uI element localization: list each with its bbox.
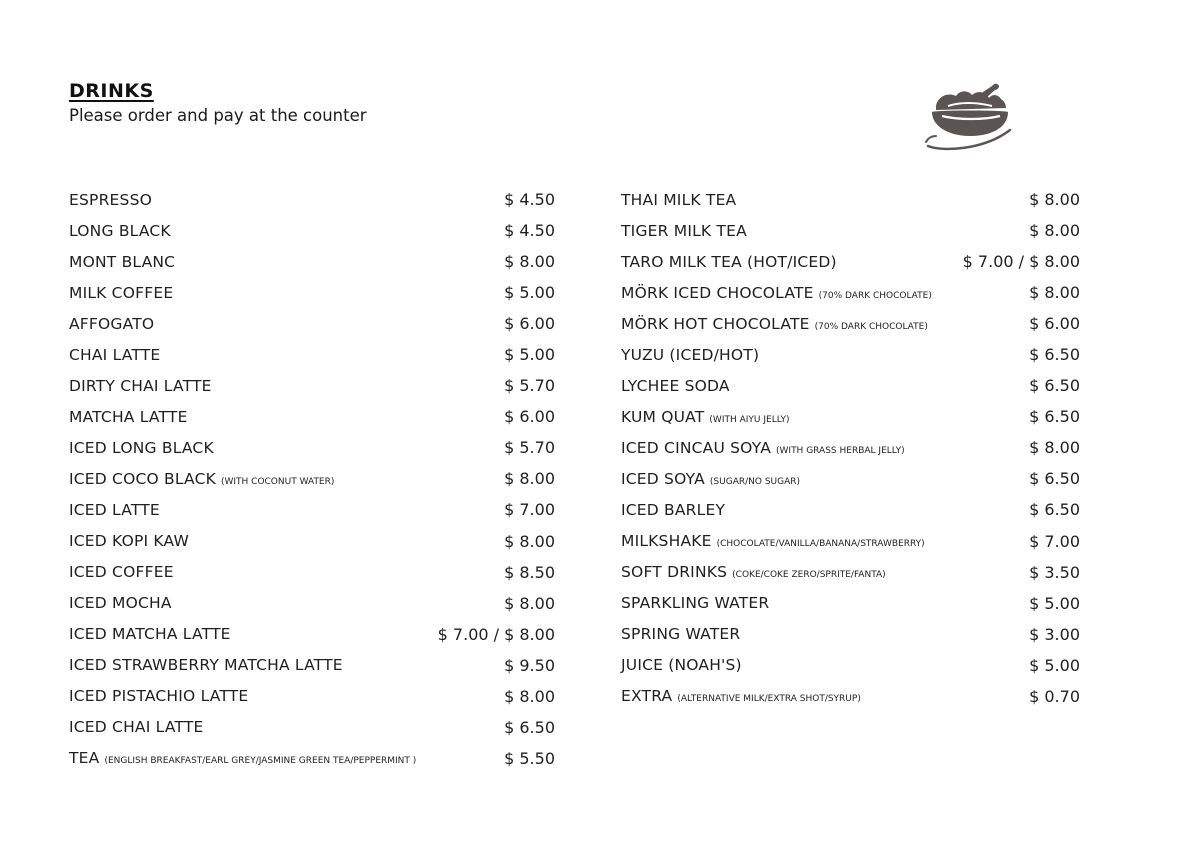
- menu-item-price: $ 8.00: [1029, 190, 1080, 210]
- menu-item-name-wrap: [621, 315, 928, 333]
- menu-item-name: ICED PISTACHIO LATTE: [69, 687, 249, 706]
- menu-item-name-wrap: [621, 253, 837, 271]
- menu-item-name-wrap: [621, 377, 730, 395]
- menu-item-name-wrap: [621, 687, 861, 705]
- menu-item-name-wrap: [621, 191, 736, 209]
- menu-item-name: ICED MATCHA LATTE: [69, 625, 231, 644]
- menu-item: [621, 246, 1080, 277]
- menu-item: [621, 588, 1080, 619]
- menu-item-name-wrap: [621, 408, 790, 426]
- menu-item-name-wrap: [69, 625, 231, 643]
- menu-item: [69, 370, 555, 401]
- menu-item-name: TEA: [69, 749, 100, 768]
- menu-item-name: TIGER MILK TEA: [621, 221, 747, 240]
- menu-item: [69, 246, 555, 277]
- menu-item-name-wrap: [69, 284, 173, 302]
- menu-item-price: $ 5.70: [504, 376, 555, 396]
- menu-item-price: $ 0.70: [1029, 686, 1080, 706]
- menu-item-name: JUICE (NOAH'S): [621, 656, 742, 675]
- menu-item-name: MILK COFFEE: [69, 283, 174, 302]
- menu-item-name-wrap: [621, 346, 759, 364]
- menu-item-note: (SUGAR/NO SUGAR): [709, 476, 801, 487]
- menu-item-price: $ 8.50: [504, 562, 555, 582]
- menu-item-name-wrap: [69, 563, 174, 581]
- menu-header: [69, 78, 367, 128]
- menu-item: [69, 494, 555, 525]
- menu-item: [69, 650, 555, 681]
- menu-item-name-wrap: [69, 315, 154, 333]
- menu-item: [69, 215, 555, 246]
- menu-item: [621, 370, 1080, 401]
- menu-item-name: TARO MILK TEA (HOT/ICED): [621, 252, 837, 271]
- menu-item: [69, 432, 555, 463]
- menu-item-name: ICED KOPI KAW: [69, 532, 189, 551]
- menu-item: [621, 184, 1080, 215]
- menu-item-name-wrap: [69, 346, 160, 364]
- menu-item-price: $ 8.00: [504, 686, 555, 706]
- menu-item-name-wrap: [69, 377, 212, 395]
- menu-item: [621, 557, 1080, 588]
- menu-item: [69, 588, 555, 619]
- menu-item-name: THAI MILK TEA: [621, 190, 737, 209]
- menu-item: [69, 401, 555, 432]
- menu-item: [69, 339, 555, 370]
- menu-item-name-wrap: [69, 222, 171, 240]
- menu-item-name: ICED LONG BLACK: [69, 438, 214, 457]
- menu-item: [621, 277, 1080, 308]
- menu-item-name: MÖRK HOT CHOCOLATE: [621, 314, 810, 333]
- menu-item-name: YUZU (ICED/HOT): [621, 345, 760, 364]
- menu-item: [69, 557, 555, 588]
- menu-item-name-wrap: [69, 594, 172, 612]
- menu-item-price: $ 8.00: [504, 531, 555, 551]
- menu-item-name-wrap: [621, 563, 886, 581]
- menu-item-name: AFFOGATO: [69, 314, 155, 333]
- menu-item-price: $ 7.00: [1029, 531, 1080, 551]
- menu-item: [69, 184, 555, 215]
- menu-item-name: MATCHA LATTE: [69, 407, 188, 426]
- menu-item-price: $ 6.00: [504, 407, 555, 427]
- menu-item-name-wrap: [69, 687, 248, 705]
- menu-item-name: KUM QUAT: [621, 407, 705, 426]
- menu-item-name: ICED STRAWBERRY MATCHA LATTE: [69, 656, 343, 675]
- menu-item: [69, 681, 555, 712]
- menu-item-name: MONT BLANC: [69, 252, 176, 271]
- menu-item-name-wrap: [621, 284, 932, 302]
- menu-item-price: $ 6.50: [1029, 407, 1080, 427]
- menu-item-name: LONG BLACK: [69, 221, 171, 240]
- menu-item-name: ICED COFFEE: [69, 563, 174, 582]
- menu-item-price: $ 6.50: [504, 717, 555, 737]
- menu-item-price: $ 6.00: [504, 314, 555, 334]
- menu-item-name: ICED COCO BLACK: [69, 469, 216, 488]
- menu-item-name-wrap: [69, 253, 175, 271]
- menu-item-price: $ 8.00: [1029, 283, 1080, 303]
- menu-item-price: $ 5.00: [504, 283, 555, 303]
- menu-item: [621, 494, 1080, 525]
- page-subtitle: Please order and pay at the counter: [69, 106, 367, 125]
- menu-item-note: (COKE/COKE ZERO/SPRITE/FANTA): [732, 570, 886, 581]
- menu-item-name-wrap: [621, 439, 905, 457]
- menu-item-name-wrap: [621, 625, 740, 643]
- menu-item-price: $ 8.00: [504, 593, 555, 613]
- menu-item: [69, 743, 555, 774]
- menu-item-note: (ALTERNATIVE MILK/EXTRA SHOT/SYRUP): [677, 694, 861, 705]
- menu-item: [621, 308, 1080, 339]
- menu-item-name-wrap: [69, 656, 343, 674]
- menu-item-name-wrap: [621, 532, 925, 550]
- menu-item-name: LYCHEE SODA: [621, 376, 730, 395]
- menu-item: [621, 681, 1080, 712]
- menu-item-note: (WITH AIYU JELLY): [709, 414, 790, 425]
- menu-item-name-wrap: [621, 470, 800, 488]
- menu-item-name-wrap: [621, 594, 769, 612]
- menu-item-price: $ 6.50: [1029, 500, 1080, 520]
- menu-item-price: $ 8.00: [504, 252, 555, 272]
- menu-item-name-wrap: [621, 222, 747, 240]
- left-menu-column: [69, 184, 555, 774]
- menu-item-name: ICED BARLEY: [621, 500, 726, 519]
- menu-item-note: (WITH GRASS HERBAL JELLY): [776, 445, 905, 456]
- menu-item-price: $ 7.00: [504, 500, 555, 520]
- menu-item-price: $ 3.00: [1029, 624, 1080, 644]
- menu-item: [69, 308, 555, 339]
- menu-item-price: $ 6.00: [1029, 314, 1080, 334]
- menu-item-price: $ 8.00: [504, 469, 555, 489]
- menu-item: [621, 432, 1080, 463]
- menu-item-name: ICED CHAI LATTE: [69, 718, 204, 737]
- menu-item-name-wrap: [69, 532, 189, 550]
- menu-item-price: $ 4.50: [504, 190, 555, 210]
- menu-item: [69, 619, 555, 650]
- menu-item-price: $ 7.00 / $ 8.00: [962, 252, 1080, 272]
- menu-item-name: SOFT DRINKS: [621, 563, 728, 582]
- menu-item-name: ICED MOCHA: [69, 594, 172, 613]
- menu-item-name-wrap: [621, 501, 725, 519]
- menu-item-name-wrap: [621, 656, 742, 674]
- menu-item-name: SPRING WATER: [621, 625, 741, 644]
- menu-item-price: $ 3.50: [1029, 562, 1080, 582]
- menu-item-price: $ 9.50: [504, 655, 555, 675]
- menu-item-note: (CHOCOLATE/VANILLA/BANANA/STRAWBERRY): [716, 539, 925, 550]
- menu-item: [69, 277, 555, 308]
- menu-item-price: $ 7.00 / $ 8.00: [437, 624, 555, 644]
- menu-item: [621, 339, 1080, 370]
- right-menu-column: [621, 184, 1080, 712]
- menu-item-price: $ 6.50: [1029, 469, 1080, 489]
- menu-item: [69, 526, 555, 557]
- menu-item-name: EXTRA: [621, 687, 673, 706]
- menu-item-price: $ 4.50: [504, 221, 555, 241]
- menu-item-note: (70% DARK CHOCOLATE): [818, 290, 932, 301]
- menu-item-note: (70% DARK CHOCOLATE): [814, 321, 928, 332]
- menu-item-price: $ 5.00: [504, 345, 555, 365]
- menu-item: [69, 712, 555, 743]
- menu-item-name: ESPRESSO: [69, 190, 153, 209]
- menu-item-price: $ 8.00: [1029, 438, 1080, 458]
- menu-item-name-wrap: [69, 408, 188, 426]
- menu-item-name-wrap: [69, 191, 152, 209]
- menu-item-price: $ 6.50: [1029, 376, 1080, 396]
- menu-item-name: MÖRK ICED CHOCOLATE: [621, 283, 814, 302]
- menu-item: [621, 215, 1080, 246]
- menu-item-name: CHAI LATTE: [69, 345, 161, 364]
- bowl-icon: [922, 80, 1018, 156]
- menu-item-price: $ 8.00: [1029, 221, 1080, 241]
- menu-item-name: DIRTY CHAI LATTE: [69, 376, 212, 395]
- menu-item-price: $ 5.50: [504, 748, 555, 768]
- menu-item-name: ICED SOYA: [621, 469, 705, 488]
- menu-item: [621, 650, 1080, 681]
- menu-item-name-wrap: [69, 749, 416, 767]
- menu-item: [69, 463, 555, 494]
- menu-item: [621, 463, 1080, 494]
- menu-item-name: ICED LATTE: [69, 500, 160, 519]
- menu-item: [621, 526, 1080, 557]
- menu-item-note: (ENGLISH BREAKFAST/EARL GREY/JASMINE GREEN TEA/PEPPERMINT ): [104, 756, 417, 767]
- menu-item-name: MILKSHAKE: [621, 532, 712, 551]
- menu-item-note: (WITH COCONUT WATER): [220, 476, 335, 487]
- menu-item-name-wrap: [69, 501, 160, 519]
- menu-item-name-wrap: [69, 718, 203, 736]
- menu-item-price: $ 5.70: [504, 438, 555, 458]
- page-title: DRINKS: [69, 80, 154, 102]
- menu-item-name-wrap: [69, 439, 214, 457]
- menu-item: [621, 619, 1080, 650]
- menu-item-price: $ 5.00: [1029, 593, 1080, 613]
- menu-item-price: $ 5.00: [1029, 655, 1080, 675]
- menu-item-name-wrap: [69, 470, 334, 488]
- menu-item: [621, 401, 1080, 432]
- menu-item-name: SPARKLING WATER: [621, 594, 770, 613]
- menu-item-name: ICED CINCAU SOYA: [621, 438, 771, 457]
- menu-item-price: $ 6.50: [1029, 345, 1080, 365]
